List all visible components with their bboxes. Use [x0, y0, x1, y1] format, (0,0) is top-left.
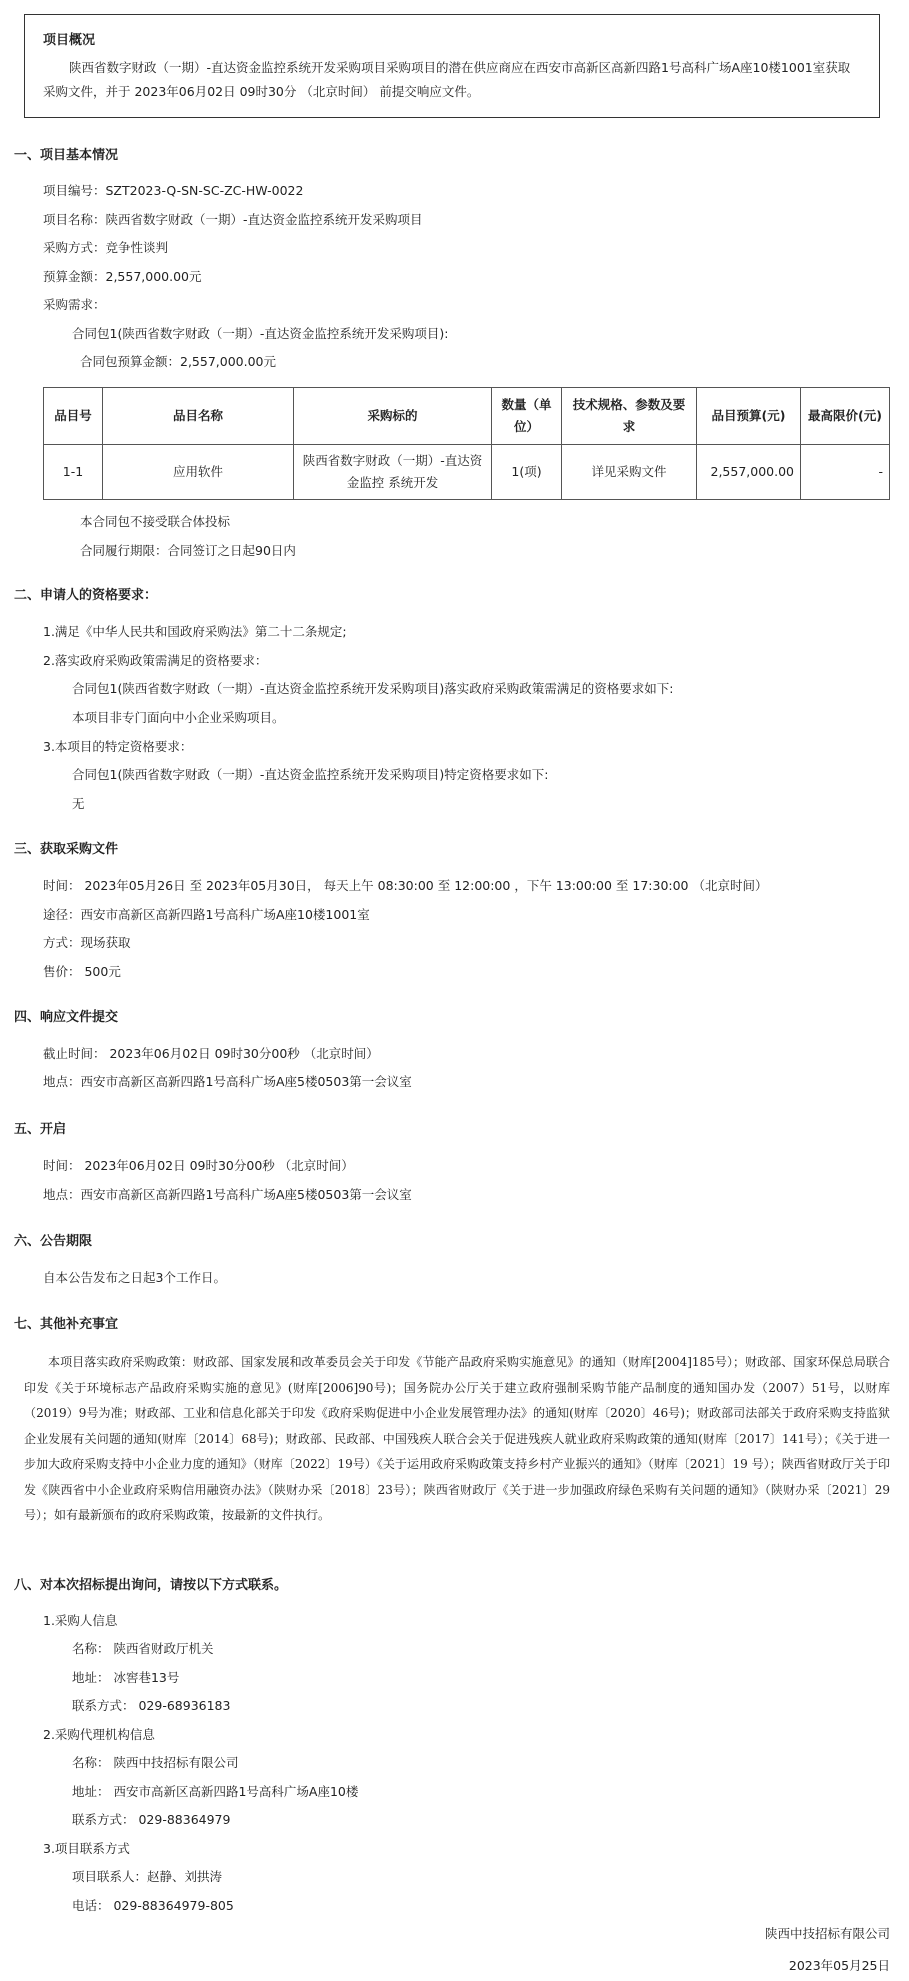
table-header: 数量（单位）: [492, 388, 562, 445]
purchaser-phone: 联系方式： 029-68936183: [72, 1698, 231, 1713]
table-header: 品目预算(元): [697, 388, 801, 445]
section-title-obtain-docs: 三、获取采购文件: [14, 842, 119, 857]
obtain-route: 途径：西安市高新区高新四路1号高科广场A座10楼1001室: [43, 907, 370, 922]
section-title-announcement-period: 六、公告期限: [14, 1234, 93, 1249]
table-header: 最高限价(元): [801, 388, 890, 445]
table-header: 品目号: [44, 388, 103, 445]
table-cell: 详见采购文件: [562, 445, 697, 500]
agency-address: 地址： 西安市高新区高新四路1号高科广场A座10楼: [72, 1784, 359, 1799]
project-name: 项目名称：陕西省数字财政（一期）-直达资金监控系统开发采购项目: [43, 212, 423, 227]
table-cell: -: [801, 445, 890, 500]
signature-date: 2023年05月25日: [788, 1958, 890, 1973]
policy-paragraph: 本项目落实政府采购政策：财政部、国家发展和改革委员会关于印发《节能产品政府采购实施意见》的通知（财库[2004]185号）；财政部、国家环保总局联合印发《关于环境标志产品政府采购实施的意见》(财库[2006]90号)；国务院办公厅关于建立政府强制采购节能产品制度的通知国办发（2007）51号，以财库（2019）9号为准；财政部、工业和信息化部关于印发《政府采购促进中小企业发展管理办法》的通知(财库〔2020〕46号)；财政部司法部关于政府采购支持监狱企业发展有关问题的通知(财库〔2014〕68号)；财政部、民政部、中国残疾人联合会关于促进残疾人就业政府采购政策的通知(财库〔2017〕141号）；《关于进一步加大政府采购支持中小企业力度的通知》（财库〔2022〕19号）《关于运用政府采购政策支持乡村产业振兴的通知》（财库〔2021〕19 号）；陕西省财政厅关于印发《陕西省中小企业政府采购信用融资办法》（陕财办采〔2018〕23号）；陕西省财政厅《关于进一步加强政府绿色采购有关问题的通知》（陕财办采〔2021〕29号）；如有最新颁布的政府采购政策，按最新的文件执行。: [24, 1355, 890, 1522]
project-contact-heading: 3.项目联系方式: [43, 1841, 130, 1856]
obtain-price: 售价： 500元: [43, 964, 121, 979]
section-title-other: 七、其他补充事宜: [14, 1317, 119, 1332]
requirement-3-package: 合同包1(陕西省数字财政（一期）-直达资金监控系统开发采购项目)特定资格要求如下:: [72, 767, 549, 782]
table-header: 采购标的: [294, 388, 492, 445]
section-title-submission: 四、响应文件提交: [14, 1010, 119, 1025]
table-cell: 陕西省数字财政（一期）-直达资金监控 系统开发: [294, 445, 492, 500]
signature-company: 陕西中技招标有限公司: [764, 1926, 890, 1941]
overview-box: [24, 14, 880, 118]
agency-name: 名称： 陕西中技招标有限公司: [72, 1755, 239, 1770]
requirement-2-text: 本项目非专门面向中小企业采购项目。: [72, 710, 285, 725]
table-row: [44, 445, 890, 500]
no-consortium-note: 本合同包不接受联合体投标: [80, 514, 231, 529]
overview-body: 陕西省数字财政（一期）-直达资金监控系统开发采购项目采购项目的潜在供应商应在西安市高新区高新四路1号高科广场A座10楼1001室获取采购文件，并于 2023年06月02日 09时30分 （北京时间） 前提交响应文件。: [43, 60, 851, 99]
table-cell: 2,557,000.00: [697, 445, 801, 500]
items-table: [43, 387, 890, 500]
project-number: 项目编号：SZT2023-Q-SN-SC-ZC-HW-0022: [43, 183, 304, 198]
budget-amount: 预算金额：2,557,000.00元: [43, 269, 202, 284]
opening-time: 时间： 2023年06月02日 09时30分00秒 （北京时间）: [43, 1158, 354, 1173]
table-cell: 1-1: [44, 445, 103, 500]
purchaser-name: 名称： 陕西省财政厅机关: [72, 1641, 214, 1656]
agency-phone: 联系方式： 029-88364979: [72, 1812, 231, 1827]
project-contact-phone: 电话： 029-88364979-805: [72, 1898, 234, 1913]
requirement-2: 2.落实政府采购政策需满足的资格要求：: [43, 653, 268, 668]
procurement-demand-label: 采购需求：: [43, 297, 106, 312]
section-title-opening: 五、开启: [14, 1122, 67, 1137]
submission-place: 地点：西安市高新区高新四路1号高科广场A座5楼0503第一会议室: [43, 1074, 412, 1089]
requirement-3-text: 无: [72, 796, 85, 811]
announcement-period-text: 自本公告发布之日起3个工作日。: [43, 1270, 226, 1285]
requirement-1: 1.满足《中华人民共和国政府采购法》第二十二条规定;: [43, 624, 347, 639]
submission-deadline: 截止时间： 2023年06月02日 09时30分00秒 （北京时间）: [43, 1046, 379, 1061]
section-title-basic: 一、项目基本情况: [14, 148, 119, 163]
requirement-2-package: 合同包1(陕西省数字财政（一期）-直达资金监控系统开发采购项目)落实政府采购政策需满足的资格要求如下:: [72, 681, 674, 696]
obtain-way: 方式：现场获取: [43, 935, 131, 950]
table-header-row: [44, 388, 890, 445]
opening-place: 地点：西安市高新区高新四路1号高科广场A座5楼0503第一会议室: [43, 1187, 412, 1202]
section-title-contact: 八、对本次招标提出询问，请按以下方式联系。: [14, 1578, 288, 1593]
purchaser-info-heading: 1.采购人信息: [43, 1613, 118, 1628]
contract-package: 合同包1(陕西省数字财政（一期）-直达资金监控系统开发采购项目):: [72, 326, 449, 341]
table-header: 技术规格、参数及要求: [562, 388, 697, 445]
overview-title: 项目概况: [43, 33, 96, 48]
section-title-qualification: 二、申请人的资格要求：: [14, 588, 158, 603]
project-contact-person: 项目联系人：赵静、刘拱涛: [72, 1869, 223, 1884]
table-header: 品目名称: [103, 388, 294, 445]
purchaser-address: 地址： 冰窖巷13号: [72, 1670, 180, 1685]
obtain-time: 时间： 2023年05月26日 至 2023年05月30日， 每天上午 08:30:00 至 12:00:00 ，下午 13:00:00 至 17:30:00 （北京时间）: [43, 878, 768, 893]
table-cell: 应用软件: [103, 445, 294, 500]
table-cell: 1(项): [492, 445, 562, 500]
requirement-3: 3.本项目的特定资格要求：: [43, 739, 193, 754]
package-budget: 合同包预算金额：2,557,000.00元: [80, 354, 276, 369]
contract-period: 合同履行期限：合同签订之日起90日内: [80, 543, 296, 558]
procurement-method: 采购方式：竞争性谈判: [43, 240, 169, 255]
agency-info-heading: 2.采购代理机构信息: [43, 1727, 155, 1742]
